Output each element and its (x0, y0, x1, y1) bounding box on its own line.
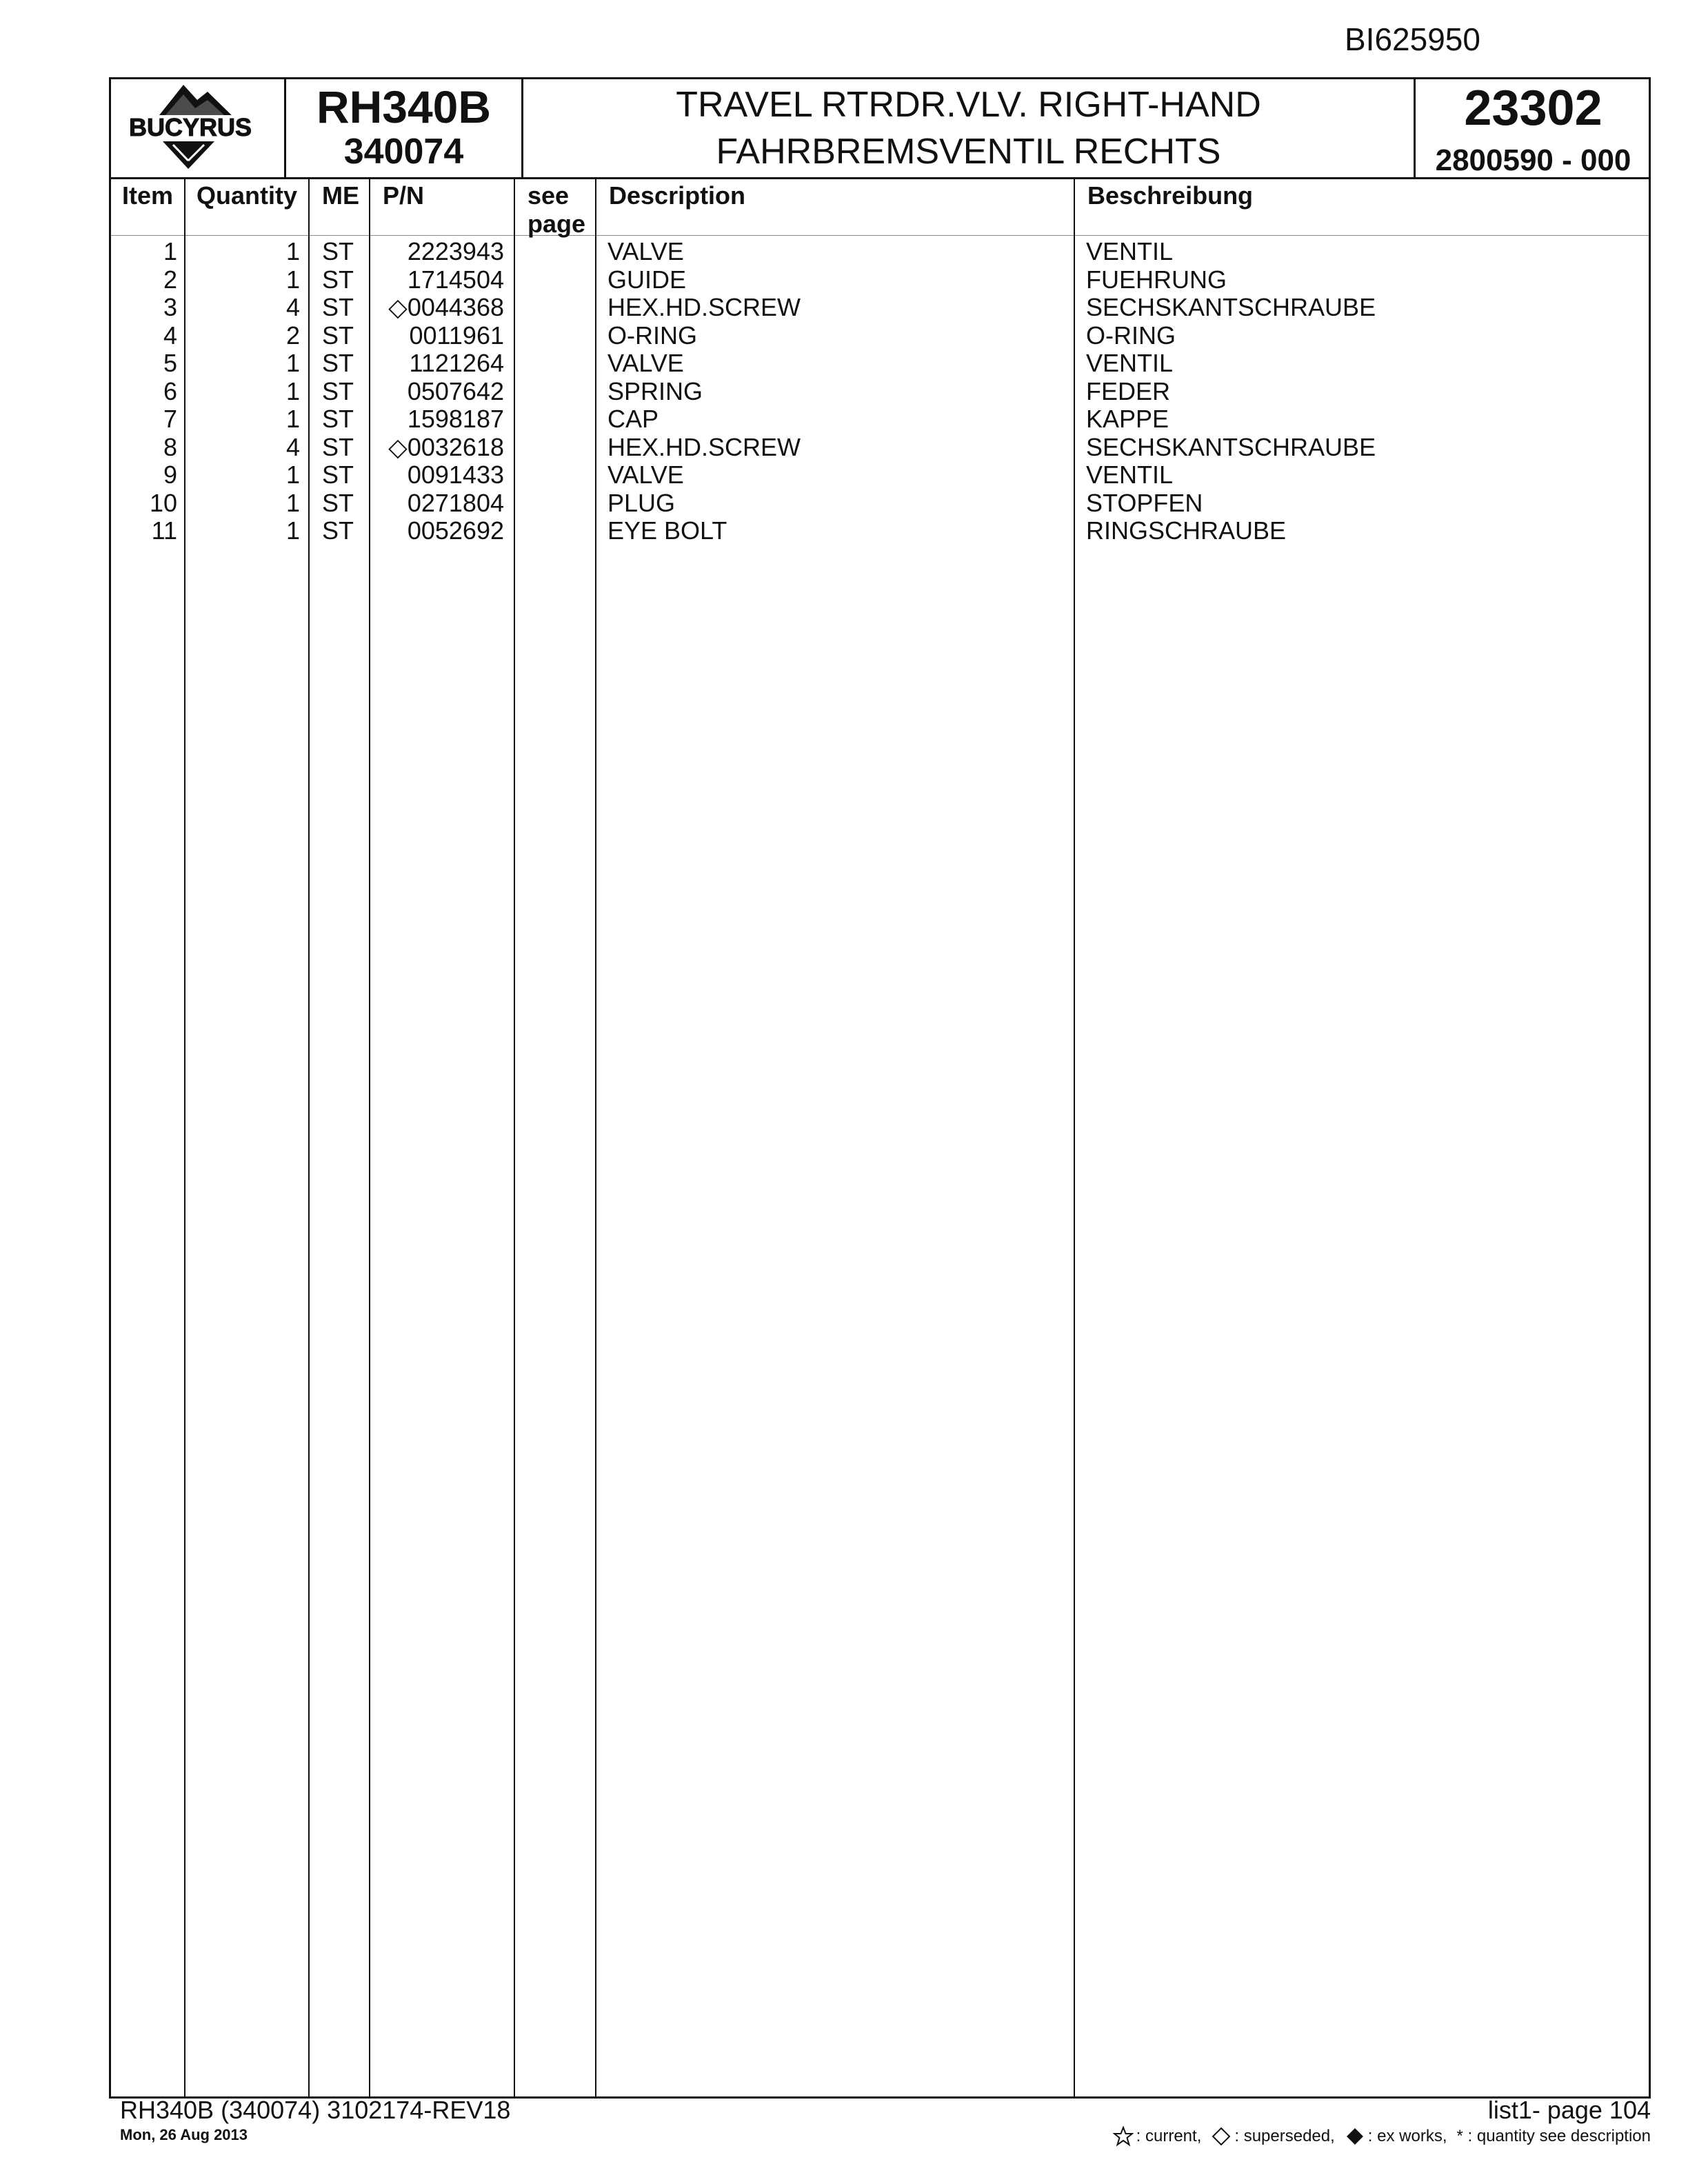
row-item: 1 (163, 237, 177, 265)
table-row (111, 461, 1649, 489)
row-part-number: ◇0032618 (388, 432, 504, 461)
col-quantity: Quantity (197, 181, 298, 210)
footer-page-number: list1- page 104 (1487, 2096, 1651, 2124)
row-beschreibung: KAPPE (1086, 405, 1169, 433)
row-unit: ST (322, 488, 354, 517)
col-item: Item (122, 181, 174, 210)
row-beschreibung: FEDER (1086, 376, 1171, 405)
legend-exworks (1345, 2126, 1447, 2147)
legend-current-label: : current, (1136, 2127, 1202, 2145)
table-row (111, 294, 1649, 322)
star-outline-icon (1113, 2126, 1134, 2147)
document-id: BI625950 (1345, 21, 1480, 57)
footer-document-reference: RH340B (340074) 3102174-REV18 (120, 2096, 511, 2124)
row-description: VALVE (607, 349, 684, 377)
title-cell (523, 79, 1416, 177)
row-part-number: 0011961 (409, 321, 504, 350)
legend-superseded (1211, 2126, 1334, 2147)
table-row (111, 489, 1649, 518)
row-quantity: 2 (285, 321, 300, 350)
row-description: PLUG (607, 488, 676, 517)
table-row (111, 266, 1649, 294)
row-item: 2 (163, 265, 177, 294)
logo-cell (111, 79, 286, 177)
row-description: SPRING (607, 376, 703, 405)
table-row (111, 405, 1649, 434)
table-row (111, 378, 1649, 406)
table-row (111, 238, 1649, 266)
row-unit: ST (322, 461, 354, 489)
row-part-number: 0507642 (407, 376, 504, 405)
row-part-number: 2223943 (407, 237, 504, 265)
row-unit: ST (322, 516, 354, 545)
group-number: 23302 (1464, 81, 1602, 136)
logo-text: BUCYRUS (128, 113, 252, 141)
row-quantity: 4 (285, 293, 300, 321)
col-pn: P/N (383, 181, 425, 210)
row-quantity: 1 (285, 516, 300, 545)
row-item: 7 (163, 405, 177, 433)
row-item: 11 (151, 516, 177, 545)
model-name: RH340B (316, 81, 492, 132)
row-beschreibung: SECHSKANTSCHRAUBE (1086, 432, 1376, 461)
bucyrus-logo (111, 79, 270, 177)
row-quantity: 1 (285, 349, 300, 377)
group-number-cell (1416, 79, 1651, 177)
legend-quantity (1457, 2127, 1651, 2146)
row-part-number: 0091433 (407, 461, 504, 489)
row-description: HEX.HD.SCREW (607, 432, 801, 461)
drawing-number: 2800590 - 000 (1435, 143, 1631, 177)
footer-date: Mon, 26 Aug 2013 (120, 2126, 248, 2143)
row-quantity: 1 (285, 265, 300, 294)
col-me: ME (322, 181, 359, 210)
row-item: 3 (163, 293, 177, 321)
row-description: CAP (607, 405, 659, 433)
col-see: see (528, 181, 570, 210)
parts-list-frame (109, 77, 1651, 2099)
row-unit: ST (322, 349, 354, 377)
model-number: 340074 (343, 131, 464, 172)
title-block (111, 79, 1649, 179)
row-beschreibung: FUEHRUNG (1086, 265, 1227, 294)
title-english: TRAVEL RTRDR.VLV. RIGHT-HAND (676, 85, 1261, 125)
row-beschreibung: SECHSKANTSCHRAUBE (1086, 293, 1376, 321)
row-item: 10 (149, 488, 177, 517)
row-quantity: 4 (285, 432, 300, 461)
row-part-number: 0052692 (407, 516, 504, 545)
row-part-number: 1714504 (407, 265, 504, 294)
model-cell (286, 79, 523, 177)
row-unit: ST (322, 237, 354, 265)
row-unit: ST (322, 293, 354, 321)
row-quantity: 1 (285, 376, 300, 405)
row-beschreibung: O-RING (1086, 321, 1176, 350)
row-part-number: 1598187 (407, 405, 504, 433)
legend-current (1113, 2126, 1202, 2147)
table-row (111, 434, 1649, 462)
symbol-legend (1113, 2126, 1651, 2147)
row-item: 8 (163, 432, 177, 461)
column-header-row (111, 177, 1649, 239)
row-unit: ST (322, 376, 354, 405)
row-description: O-RING (607, 321, 697, 350)
legend-exworks-label: : ex works, (1367, 2127, 1447, 2145)
row-part-number: 1121264 (409, 349, 504, 377)
row-beschreibung: VENTIL (1086, 349, 1174, 377)
diamond-filled-icon (1345, 2126, 1365, 2147)
row-quantity: 1 (285, 488, 300, 517)
row-item: 4 (163, 321, 177, 350)
row-item: 9 (163, 461, 177, 489)
legend-quantity-label: * : quantity see description (1456, 2127, 1651, 2145)
row-quantity: 1 (285, 405, 300, 433)
row-part-number: 0271804 (407, 488, 504, 517)
legend-superseded-label: : superseded, (1234, 2127, 1335, 2145)
row-description: GUIDE (607, 265, 687, 294)
row-description: EYE BOLT (607, 516, 727, 545)
row-description: VALVE (607, 461, 684, 489)
title-german: FAHRBREMSVENTIL RECHTS (716, 132, 1221, 172)
table-row (111, 350, 1649, 378)
row-part-number: ◇0044368 (388, 293, 504, 321)
col-description: Description (609, 181, 746, 210)
row-unit: ST (322, 432, 354, 461)
row-unit: ST (322, 265, 354, 294)
row-unit: ST (322, 321, 354, 350)
diamond-outline-icon (1211, 2126, 1232, 2147)
row-beschreibung: RINGSCHRAUBE (1086, 516, 1287, 545)
row-item: 5 (163, 349, 177, 377)
table-row (111, 322, 1649, 350)
row-description: HEX.HD.SCREW (607, 293, 801, 321)
row-beschreibung: VENTIL (1086, 461, 1174, 489)
row-description: VALVE (607, 237, 684, 265)
row-unit: ST (322, 405, 354, 433)
row-item: 6 (163, 376, 177, 405)
col-page: page (528, 210, 586, 239)
col-beschreibung: Beschreibung (1087, 181, 1254, 210)
parts-table-body (111, 238, 1649, 545)
row-quantity: 1 (285, 237, 300, 265)
row-beschreibung: STOPFEN (1086, 488, 1203, 517)
row-beschreibung: VENTIL (1086, 237, 1174, 265)
row-quantity: 1 (285, 461, 300, 489)
table-row (111, 517, 1649, 545)
col-see-page (528, 181, 585, 239)
